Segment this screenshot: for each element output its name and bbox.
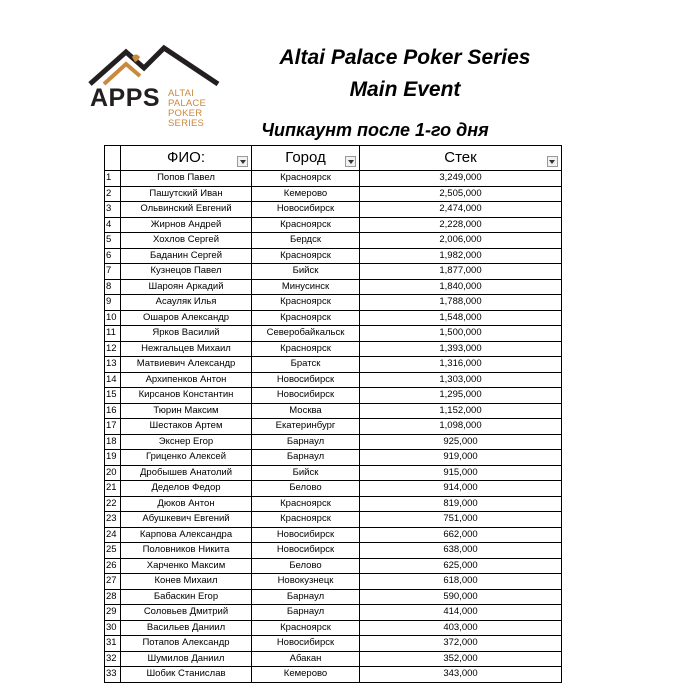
player-name: Баданин Сергей (121, 248, 252, 264)
logo-line-2: POKER SERIES (168, 108, 205, 129)
player-city: Минусинск (252, 279, 360, 295)
row-number: 7 (105, 264, 121, 280)
row-number: 12 (105, 341, 121, 357)
player-name: Хохлов Сергей (121, 233, 252, 249)
player-name: Шестаков Артем (121, 419, 252, 435)
player-stack: 1,500,000 (360, 326, 562, 342)
player-name: Карпова Александра (121, 527, 252, 543)
player-name: Деделов Федор (121, 481, 252, 497)
row-number: 10 (105, 310, 121, 326)
player-city: Красноярск (252, 310, 360, 326)
row-number: 19 (105, 450, 121, 466)
player-city: Северобайкальск (252, 326, 360, 342)
table-row (105, 636, 562, 652)
logo-line-1: ALTAI PALACE (168, 88, 206, 109)
row-number: 28 (105, 589, 121, 605)
player-name: Гриценко Алексей (121, 450, 252, 466)
table-row (105, 481, 562, 497)
row-number: 6 (105, 248, 121, 264)
table-row (105, 310, 562, 326)
player-name: Харченко Максим (121, 558, 252, 574)
player-name: Ошаров Александр (121, 310, 252, 326)
table-row (105, 419, 562, 435)
row-number: 13 (105, 357, 121, 373)
table-row (105, 512, 562, 528)
player-name: Асауляк Илья (121, 295, 252, 311)
player-city: Новосибирск (252, 372, 360, 388)
table-row (105, 202, 562, 218)
table-row (105, 543, 562, 559)
table-row (105, 589, 562, 605)
player-city: Красноярск (252, 171, 360, 187)
player-stack: 662,000 (360, 527, 562, 543)
row-number: 24 (105, 527, 121, 543)
player-stack: 352,000 (360, 651, 562, 667)
header-number (105, 146, 121, 171)
table-row (105, 186, 562, 202)
row-number: 4 (105, 217, 121, 233)
player-name: Ярков Василий (121, 326, 252, 342)
table-row (105, 233, 562, 249)
player-city: Новосибирск (252, 527, 360, 543)
player-stack: 618,000 (360, 574, 562, 590)
player-stack: 1,840,000 (360, 279, 562, 295)
row-number: 22 (105, 496, 121, 512)
player-name: Шумилов Даниил (121, 651, 252, 667)
table-row (105, 357, 562, 373)
player-stack: 914,000 (360, 481, 562, 497)
player-stack: 638,000 (360, 543, 562, 559)
player-city: Красноярск (252, 248, 360, 264)
player-stack: 1,316,000 (360, 357, 562, 373)
table-row (105, 434, 562, 450)
row-number: 31 (105, 636, 121, 652)
table-row (105, 326, 562, 342)
row-number: 5 (105, 233, 121, 249)
player-city: Красноярск (252, 512, 360, 528)
header-stack-label: Стек (444, 149, 477, 166)
table-row (105, 279, 562, 295)
player-stack: 1,295,000 (360, 388, 562, 404)
sort-filter-icon[interactable] (547, 156, 558, 167)
row-number: 25 (105, 543, 121, 559)
table-row (105, 217, 562, 233)
player-city: Барнаул (252, 434, 360, 450)
player-stack: 372,000 (360, 636, 562, 652)
table-row (105, 574, 562, 590)
table-row (105, 388, 562, 404)
player-name: Пашутский Иван (121, 186, 252, 202)
table-row (105, 605, 562, 621)
player-name: Жирнов Андрей (121, 217, 252, 233)
player-stack: 1,982,000 (360, 248, 562, 264)
player-name: Дюков Антон (121, 496, 252, 512)
row-number: 26 (105, 558, 121, 574)
player-stack: 819,000 (360, 496, 562, 512)
player-name: Шароян Аркадий (121, 279, 252, 295)
player-name: Абушкевич Евгений (121, 512, 252, 528)
player-name: Матвиевич Александр (121, 357, 252, 373)
table-row (105, 667, 562, 683)
player-name: Архипенков Антон (121, 372, 252, 388)
table-row (105, 264, 562, 280)
player-name: Кузнецов Павел (121, 264, 252, 280)
player-city: Красноярск (252, 295, 360, 311)
row-number: 9 (105, 295, 121, 311)
player-name: Дробышев Анатолий (121, 465, 252, 481)
row-number: 16 (105, 403, 121, 419)
player-city: Москва (252, 403, 360, 419)
event-title: Main Event (349, 78, 461, 101)
table-header-row (105, 146, 562, 171)
player-name: Соловьев Дмитрий (121, 605, 252, 621)
player-stack: 2,474,000 (360, 202, 562, 218)
table-row (105, 403, 562, 419)
player-city: Красноярск (252, 620, 360, 636)
table-row (105, 651, 562, 667)
player-stack: 590,000 (360, 589, 562, 605)
player-city: Красноярск (252, 496, 360, 512)
player-city: Новокузнецк (252, 574, 360, 590)
player-name: Ольвинский Евгений (121, 202, 252, 218)
row-number: 2 (105, 186, 121, 202)
mountain-logo-icon (86, 44, 226, 88)
table-row (105, 248, 562, 264)
filter-dropdown-icon[interactable] (345, 156, 356, 167)
table-row (105, 496, 562, 512)
player-name: Шобик Станислав (121, 667, 252, 683)
player-stack: 1,788,000 (360, 295, 562, 311)
page-title: Altai Palace Poker Series (279, 46, 531, 69)
player-name: Половников Никита (121, 543, 252, 559)
row-number: 15 (105, 388, 121, 404)
apps-logo (86, 44, 226, 129)
player-name: Попов Павел (121, 171, 252, 187)
player-city: Белово (252, 558, 360, 574)
table-row (105, 620, 562, 636)
player-city: Новосибирск (252, 636, 360, 652)
row-number: 1 (105, 171, 121, 187)
player-stack: 2,505,000 (360, 186, 562, 202)
player-city: Барнаул (252, 605, 360, 621)
player-city: Кемерово (252, 667, 360, 683)
player-city: Новосибирск (252, 543, 360, 559)
player-stack: 1,303,000 (360, 372, 562, 388)
table-row (105, 295, 562, 311)
row-number: 18 (105, 434, 121, 450)
player-stack: 1,393,000 (360, 341, 562, 357)
row-number: 20 (105, 465, 121, 481)
player-stack: 1,152,000 (360, 403, 562, 419)
player-stack: 1,098,000 (360, 419, 562, 435)
player-city: Новосибирск (252, 202, 360, 218)
row-number: 21 (105, 481, 121, 497)
table-row (105, 527, 562, 543)
player-city: Барнаул (252, 589, 360, 605)
player-stack: 625,000 (360, 558, 562, 574)
header-city (252, 146, 360, 171)
player-city: Бердск (252, 233, 360, 249)
player-city: Бийск (252, 264, 360, 280)
table-row (105, 465, 562, 481)
player-city: Кемерово (252, 186, 360, 202)
player-stack: 343,000 (360, 667, 562, 683)
row-number: 8 (105, 279, 121, 295)
table-row (105, 341, 562, 357)
header-name (121, 146, 252, 171)
row-number: 17 (105, 419, 121, 435)
player-city: Екатеринбург (252, 419, 360, 435)
row-number: 3 (105, 202, 121, 218)
row-number: 27 (105, 574, 121, 590)
filter-dropdown-icon[interactable] (237, 156, 248, 167)
table-row (105, 171, 562, 187)
table-row (105, 450, 562, 466)
player-name: Васильев Даниил (121, 620, 252, 636)
player-stack: 403,000 (360, 620, 562, 636)
player-city: Бийск (252, 465, 360, 481)
row-number: 14 (105, 372, 121, 388)
chipcount-subtitle: Чипкаунт после 1-го дня (261, 120, 489, 140)
player-city: Красноярск (252, 341, 360, 357)
player-stack: 2,006,000 (360, 233, 562, 249)
player-name: Тюрин Максим (121, 403, 252, 419)
header-name-label: ФИО: (166, 149, 206, 166)
logo-wordmark: APPS (90, 84, 161, 112)
row-number: 23 (105, 512, 121, 528)
row-number: 30 (105, 620, 121, 636)
chipcount-table (104, 145, 562, 683)
row-number: 29 (105, 605, 121, 621)
table-row (105, 558, 562, 574)
player-city: Белово (252, 481, 360, 497)
player-name: Потапов Александр (121, 636, 252, 652)
player-name: Экснер Егор (121, 434, 252, 450)
player-stack: 925,000 (360, 434, 562, 450)
player-stack: 414,000 (360, 605, 562, 621)
header-city-label: Город (285, 149, 326, 166)
player-name: Бабаскин Егор (121, 589, 252, 605)
player-city: Братск (252, 357, 360, 373)
player-stack: 915,000 (360, 465, 562, 481)
header-stack (360, 146, 562, 171)
player-stack: 3,249,000 (360, 171, 562, 187)
player-city: Абакан (252, 651, 360, 667)
player-name: Нежгальцев Михаил (121, 341, 252, 357)
player-stack: 1,877,000 (360, 264, 562, 280)
row-number: 33 (105, 667, 121, 683)
player-stack: 2,228,000 (360, 217, 562, 233)
player-stack: 919,000 (360, 450, 562, 466)
player-city: Новосибирск (252, 388, 360, 404)
player-name: Конев Михаил (121, 574, 252, 590)
player-city: Барнаул (252, 450, 360, 466)
row-number: 32 (105, 651, 121, 667)
player-name: Кирсанов Константин (121, 388, 252, 404)
table-row (105, 372, 562, 388)
player-city: Красноярск (252, 217, 360, 233)
row-number: 11 (105, 326, 121, 342)
player-stack: 1,548,000 (360, 310, 562, 326)
player-stack: 751,000 (360, 512, 562, 528)
